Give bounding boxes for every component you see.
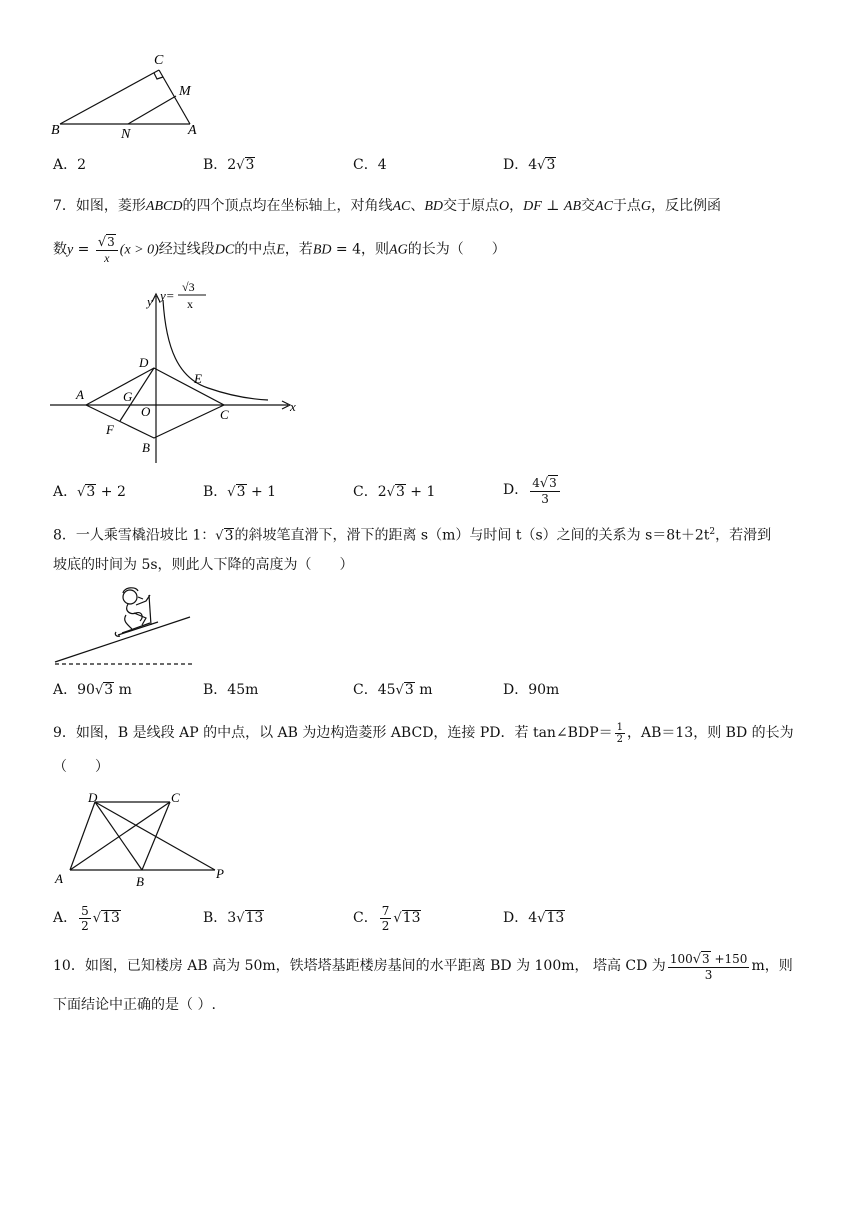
y-axis-label: y	[147, 294, 153, 309]
q10-stem-line1: 10．如图，已知楼房 AB 高为 50m，铁塔塔基距楼房基间的水平距离 BD 为 100m， 塔高 CD 为 $\frac{100√3 +150}{3}$ m，则	[53, 951, 793, 982]
q7-stem-line1: 7．如图，菱形ABCD的四个顶点均在坐标轴上，对角线AC、BD交于原点O，DF ⊥ AB交AC于点G，反比例函	[53, 198, 722, 214]
q8-option-c[interactable]: C．45√3 m	[353, 682, 433, 698]
q8-stem-line1: 8．一人乘雪橇沿坡比 1：√3的斜坡笔直滑下，滑下的距离 s（m）与时间 t（s）之间的关系为 $s=8t+2t^2$，若滑到	[53, 527, 772, 544]
q7-stem-line2: 数y = $\frac{√3}{x}$ (x > 0)经过线段DC的中点E，若BD = 4，则AG的长为（ ）	[53, 235, 506, 265]
q9-option-a[interactable]: A． $\frac{5}{2}$ √13	[53, 903, 120, 933]
curve-label-prefix: y=	[160, 288, 175, 303]
q9-stem-line2: （ ）	[53, 759, 109, 775]
q9-option-c[interactable]: C． $\frac{7}{2}$ √13	[353, 903, 421, 933]
q9-option-b[interactable]: B．3√13	[203, 910, 264, 926]
q8-option-b[interactable]: B．45m	[203, 682, 259, 698]
point-B: B	[142, 440, 150, 455]
point-O: O	[141, 404, 151, 419]
point-A: A	[76, 387, 84, 402]
q10-stem-line2: 下面结论中正确的是（ ）.	[53, 997, 216, 1013]
q9-option-d[interactable]: D．4√13	[503, 910, 565, 926]
point-F: F	[106, 422, 114, 437]
q6-option-d[interactable]: D．4√3	[503, 157, 556, 173]
label-M: M	[179, 84, 191, 99]
q9-stem-line1: 9．如图，B 是线段 AP 的中点，以 AB 为边构造菱形 ABCD，连接 PD．若 tan∠BDP＝ $\frac{1}{2}$ ，AB＝13，则 BD 的长为	[53, 721, 794, 745]
q8-slope-figure	[50, 585, 200, 670]
q7-option-c[interactable]: C．2√3 + 1	[353, 484, 436, 500]
q7-option-d[interactable]: D． $\frac{4√3}{3}$	[503, 474, 562, 506]
curve-label-den: x	[187, 297, 193, 311]
point-D: D	[139, 355, 149, 370]
point-B: B	[136, 874, 144, 889]
q7-option-a[interactable]: A．√3 + 2	[53, 484, 126, 500]
point-G: G	[123, 389, 133, 404]
label-A: A	[188, 123, 197, 138]
point-C: C	[220, 407, 229, 422]
point-A: A	[55, 871, 63, 886]
q6-option-a[interactable]: A．2	[53, 157, 87, 173]
q6-triangle-figure	[50, 50, 210, 140]
curve-label-num: √3	[182, 280, 195, 294]
x-axis-label: x	[290, 399, 296, 414]
label-N: N	[121, 127, 131, 140]
q8-option-a[interactable]: A．90√3 m	[53, 682, 132, 698]
point-E: E	[194, 371, 202, 386]
q8-option-d[interactable]: D．90m	[503, 682, 560, 698]
point-D: D	[88, 790, 98, 805]
label-C: C	[154, 53, 164, 68]
q7-rhombus-graph	[48, 278, 308, 468]
q9-rhombus-figure	[50, 790, 240, 890]
q7-option-b[interactable]: B．√3 + 1	[203, 484, 277, 500]
point-C: C	[171, 790, 180, 805]
q6-option-b[interactable]: B．2√3	[203, 157, 255, 173]
q6-option-c[interactable]: C．4	[353, 157, 387, 173]
point-P: P	[216, 866, 224, 881]
q8-stem-line2: 坡底的时间为 5s，则此人下降的高度为（ ）	[53, 557, 354, 573]
label-B: B	[51, 123, 60, 138]
